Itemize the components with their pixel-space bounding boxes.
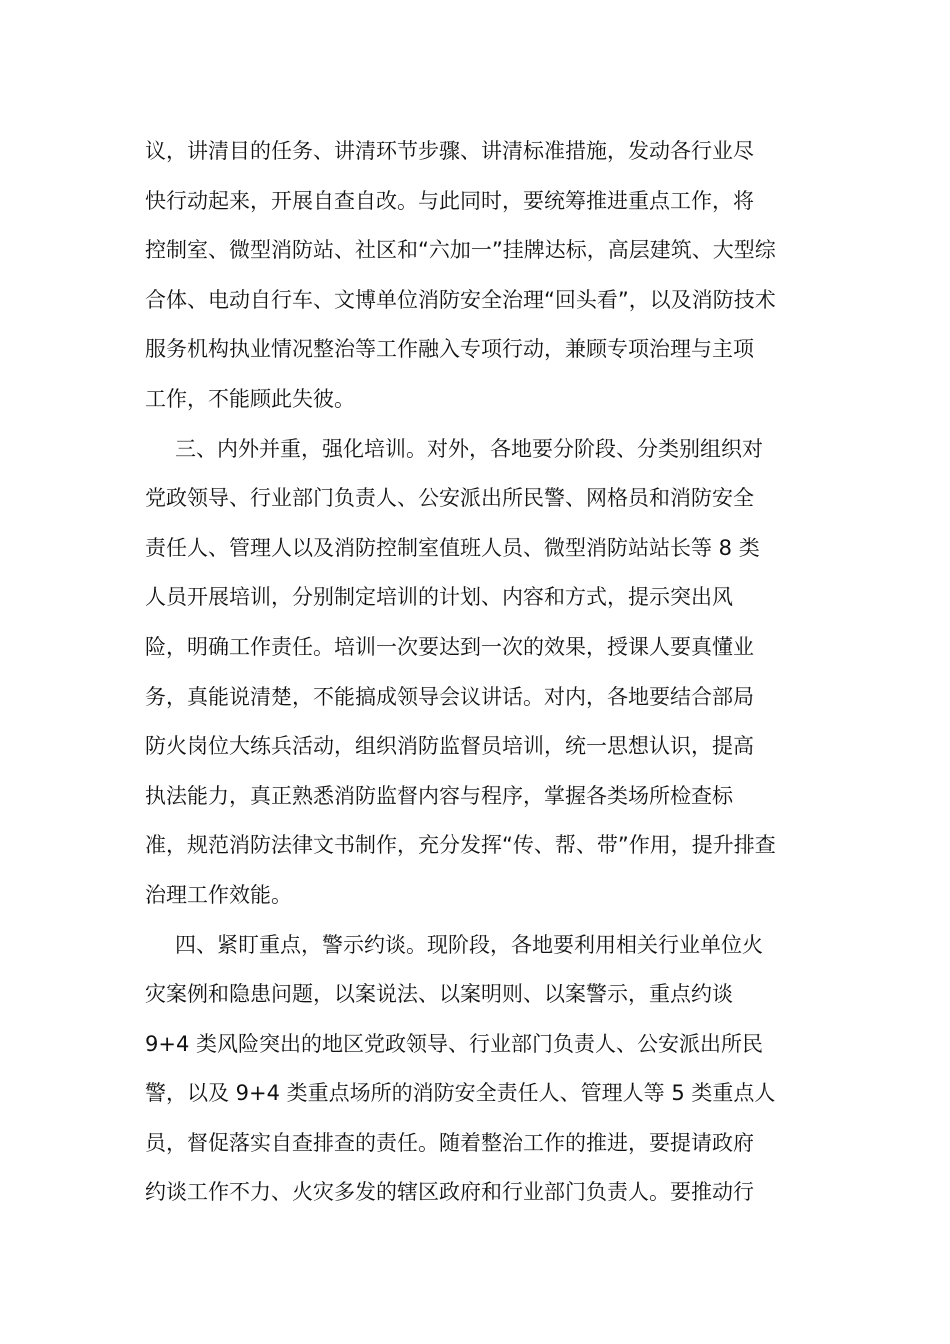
text-line: 灾案例和隐患问题，以案说法、以案明则、以案警示，重点约谈 <box>145 982 733 1007</box>
text-line: 准，规范消防法律文书制作，充分发挥“传、帮、带”作用，提升排查 <box>145 833 776 858</box>
text-line: 责任人、管理人以及消防控制室值班人员、微型消防站站长等 8 类 <box>145 535 760 560</box>
text-line: 险，明确工作责任。培训一次要达到一次的效果，授课人要真懂业 <box>145 634 754 659</box>
text-line: 警，以及 9+4 类重点场所的消防安全责任人、管理人等 5 类重点人 <box>145 1081 776 1106</box>
document-body <box>145 127 810 1218</box>
text-line: 快行动起来，开展自查自改。与此同时，要统筹推进重点工作，将 <box>145 188 754 213</box>
text-line: 议，讲清目的任务、讲清环节步骤、讲清标准措施，发动各行业尽 <box>145 139 754 163</box>
text-line: 9+4 类风险突出的地区党政领导、行业部门负责人、公安派出所民 <box>145 1031 763 1056</box>
text-line: 控制室、微型消防站、社区和“六加一”挂牌达标，高层建筑、大型综 <box>145 238 776 263</box>
paragraph-start-line: 三、内外并重，强化培训。对外，各地要分阶段、分类别组织对 <box>175 436 763 461</box>
text-line: 员，督促落实自查排查的责任。随着整治工作的推进，要提请政府 <box>145 1130 754 1155</box>
text-line: 防火岗位大练兵活动，组织消防监督员培训，统一思想认识，提高 <box>145 734 754 759</box>
text-line: 合体、电动自行车、文博单位消防安全治理“回头看”，以及消防技术 <box>145 287 776 312</box>
text-line: 人员开展培训，分别制定培训的计划、内容和方式，提示突出风 <box>145 585 733 610</box>
text-line: 约谈工作不力、火灾多发的辖区政府和行业部门负责人。要推动行 <box>145 1180 754 1205</box>
text-line: 工作，不能顾此失彼。 <box>145 386 355 411</box>
paragraph-start-line: 四、紧盯重点，警示约谈。现阶段，各地要利用相关行业单位火 <box>175 932 763 957</box>
text-line: 务，真能说清楚，不能搞成领导会议讲话。对内，各地要结合部局 <box>145 684 754 709</box>
text-line: 服务机构执业情况整治等工作融入专项行动，兼顾专项治理与主项 <box>145 337 754 362</box>
text-line: 党政领导、行业部门负责人、公安派出所民警、网格员和消防安全 <box>145 486 754 511</box>
text-line: 执法能力，真正熟悉消防监督内容与程序，掌握各类场所检查标 <box>145 783 733 808</box>
text-line: 治理工作效能。 <box>145 882 292 907</box>
